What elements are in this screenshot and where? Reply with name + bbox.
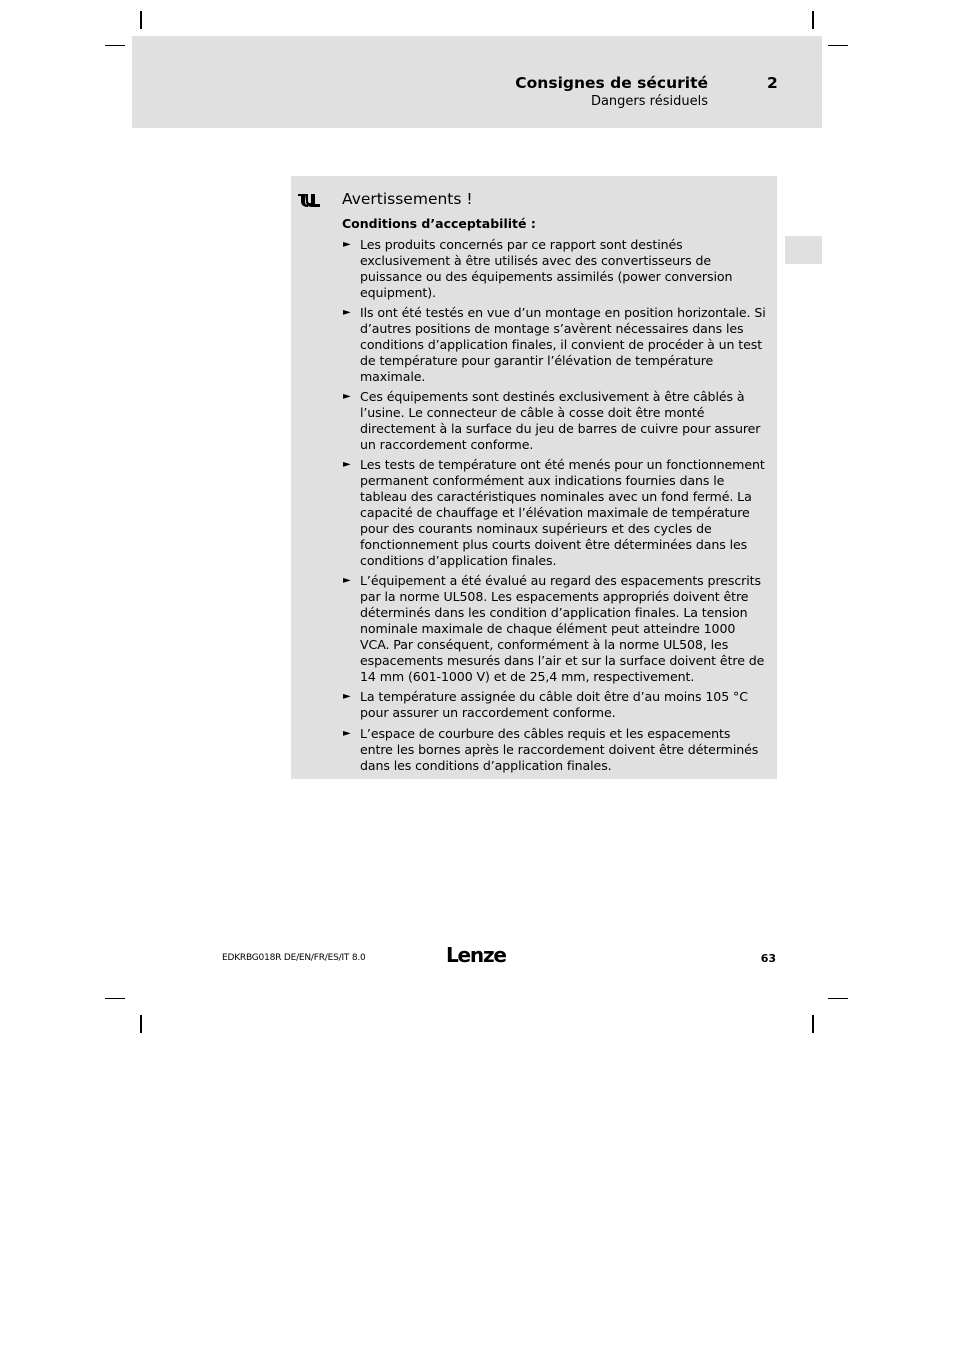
triangle-right-icon: ► — [343, 575, 351, 587]
page-number: 63 — [760, 952, 776, 965]
crop-mark — [105, 45, 125, 46]
list-item-text: Ils ont été testés en vue d’un montage en position horizontale. Si d’autres positions de montage s’avèrent nécessaires dans les conditions d’application finales, il convient de procéder à un test de température pour garantir l’élévation de température maximale. — [360, 305, 766, 385]
conditions-list — [342, 237, 766, 778]
ul-listing-mark-icon — [297, 192, 321, 212]
list-item-text: Les produits concernés par ce rapport sont destinés exclusivement à être utilisés avec des convertisseurs de puissance ou des équipements assimilés (power conversion equipment). — [360, 237, 733, 300]
triangle-right-icon: ► — [343, 307, 351, 319]
crop-mark — [140, 1015, 142, 1033]
list-item-text: Les tests de température ont été menés pour un fonctionnement permanent conformément aux indications fournies dans le tableau des caractéristiques nominales avec un fond fermé. La capacité de chauffage et l’élévation maximale de température pour des courants nominaux supérieurs et des cycles de fonctionnement plus courts doivent être déterminées dans les conditions d’application finales. — [360, 457, 765, 569]
chapter-title: Consignes de sécurité — [515, 74, 708, 92]
list-item-text: Ces équipements sont destinés exclusivement à être câblés à l’usine. Le connecteur de câble à cosse doit être monté directement à la surface du jeu de barres de cuivre pour assurer un raccordement conforme. — [360, 389, 761, 453]
crop-mark — [828, 45, 848, 46]
document-code: EDKRBG018R DE/EN/FR/ES/IT 8.0 — [222, 953, 366, 963]
list-item-text: La température assignée du câble doit être d’au moins 105 °C pour assurer un raccordement conforme. — [360, 689, 748, 721]
triangle-right-icon: ► — [343, 691, 351, 703]
list-item — [342, 689, 766, 721]
list-item — [342, 237, 766, 301]
chapter-side-tab — [785, 236, 822, 264]
crop-mark — [105, 998, 125, 999]
warning-title: Avertissements ! — [342, 190, 473, 208]
list-item — [342, 389, 766, 453]
conditions-title: Conditions d’acceptabilité : — [342, 216, 536, 231]
list-item — [342, 305, 766, 385]
list-item — [342, 573, 766, 685]
list-item — [342, 726, 766, 774]
list-item-text: L’espace de courbure des câbles requis et les espacements entre les bornes après le raccordement doivent être déterminés dans les conditions d’application finales. — [360, 725, 759, 773]
crop-mark — [812, 1015, 814, 1033]
crop-mark — [812, 11, 814, 29]
triangle-right-icon: ► — [343, 391, 351, 403]
chapter-number: 2 — [767, 74, 778, 92]
chapter-subtitle: Dangers résiduels — [590, 94, 708, 109]
list-item-text: L’équipement a été évalué au regard des espacements prescrits par la norme UL508. Les espacements appropriés doivent être déterminés dans les condition d’application finales. La tension nominale maximale de chaque élément peut atteindre 1000 VCA. Par conséquent, conformément à la norme UL508, les espacements mesurés dans l’air et sur la surface doivent être de 14 mm (601-1000 V) et de 25,4 mm, respectivement. — [360, 573, 765, 685]
triangle-right-icon: ► — [343, 459, 351, 471]
warning-box — [291, 176, 777, 779]
lenze-logo: Lenze — [446, 943, 506, 967]
triangle-right-icon: ► — [343, 727, 351, 739]
header-band — [132, 36, 822, 128]
crop-mark — [140, 11, 142, 29]
list-item — [342, 457, 766, 569]
crop-mark — [828, 998, 848, 999]
triangle-right-icon: ► — [343, 239, 351, 250]
